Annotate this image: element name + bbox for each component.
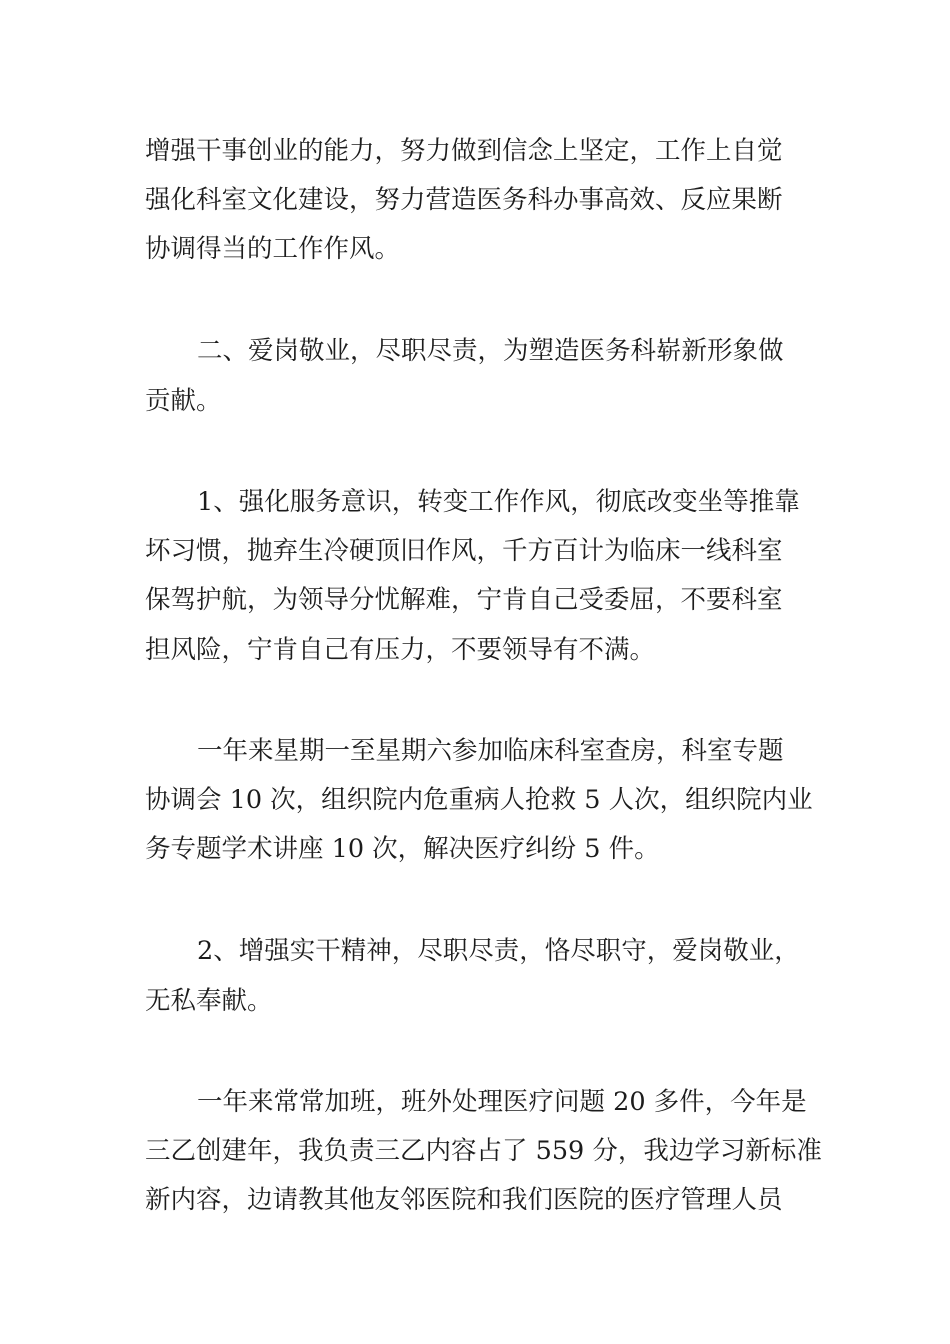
text-line: 一年来星期一至星期六参加临床科室查房，科室专题 xyxy=(197,736,784,766)
text-line: 务专题学术讲座 10 次，解决医疗纠纷 5 件。 xyxy=(145,834,660,864)
text-line: 三乙创建年，我负责三乙内容占了 559 分，我边学习新标准 xyxy=(145,1136,822,1166)
text-line: 无私奉献。 xyxy=(145,986,273,1016)
text-line: 强化科室文化建设，努力营造医务科办事高效、反应果断 xyxy=(145,185,783,215)
text-line: 1、强化服务意识，转变工作作风，彻底改变坐等推靠 xyxy=(197,487,800,517)
text-line: 保驾护航，为领导分忧解难，宁肯自己受委屈，不要科室 xyxy=(145,585,783,615)
text-line: 2、增强实干精神，尽职尽责，恪尽职守，爱岗敬业， xyxy=(197,936,800,966)
text-line: 一年来常常加班，班外处理医疗问题 20 多件，今年是 xyxy=(197,1087,807,1117)
text-line: 坏习惯，抛弃生冷硬顶旧作风，千方百计为临床一线科室 xyxy=(145,536,783,566)
text-line: 新内容，边请教其他友邻医院和我们医院的医疗管理人员 xyxy=(145,1185,783,1215)
text-line: 协调得当的工作作风。 xyxy=(145,234,401,264)
text-line: 增强干事创业的能力，努力做到信念上坚定，工作上自觉 xyxy=(145,136,783,166)
text-line: 担风险，宁肯自己有压力，不要领导有不满。 xyxy=(145,635,656,665)
text-line: 协调会 10 次，组织院内危重病人抢救 5 人次，组织院内业 xyxy=(145,785,813,815)
section-heading-line: 二、爱岗敬业，尽职尽责，为塑造医务科崭新形象做 xyxy=(197,336,784,366)
section-heading-line: 贡献。 xyxy=(145,386,222,416)
